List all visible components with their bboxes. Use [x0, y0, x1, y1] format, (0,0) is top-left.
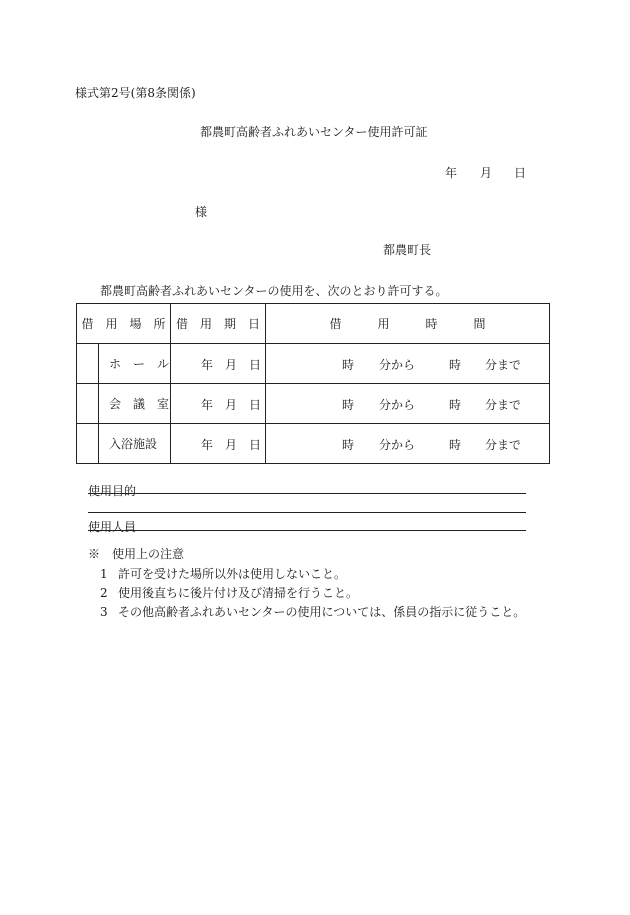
time-cell[interactable]	[266, 424, 550, 464]
date-month-label: 月	[480, 166, 493, 180]
time-cell[interactable]	[266, 344, 550, 384]
to-minute-label: 分まで	[485, 358, 522, 372]
note-number: 1	[100, 567, 108, 581]
note-item	[100, 603, 525, 620]
from-minute-label: 分から	[379, 398, 416, 412]
usage-table	[76, 303, 550, 464]
note-text: 使用後直ちに後片付け及び清掃を行うこと。	[118, 586, 359, 600]
to-minute-label: 分まで	[485, 438, 522, 452]
permission-statement: 都農町高齢者ふれあいセンターの使用を、次のとおり許可する。	[100, 284, 448, 298]
purpose-field-line[interactable]	[88, 493, 526, 494]
date-cell[interactable]	[171, 344, 266, 384]
place-name: 会 議 室	[99, 384, 171, 424]
note-item	[100, 565, 346, 582]
month-label: 月	[225, 398, 238, 412]
place-name: ホ ー ル	[99, 344, 171, 384]
header-place: 借 用 場 所	[77, 304, 171, 344]
table-header-row	[77, 304, 550, 344]
month-label: 月	[225, 438, 238, 452]
year-label: 年	[201, 358, 214, 372]
month-label: 月	[225, 358, 238, 372]
from-minute-label: 分から	[379, 358, 416, 372]
header-period: 借 用 期 日	[171, 304, 266, 344]
date-cell[interactable]	[171, 424, 266, 464]
day-label: 日	[249, 438, 262, 452]
time-cell[interactable]	[266, 384, 550, 424]
to-hour-label: 時	[449, 358, 462, 372]
day-label: 日	[249, 398, 262, 412]
from-hour-label: 時	[342, 398, 355, 412]
note-number: 2	[100, 586, 108, 600]
persons-field-line[interactable]	[88, 530, 526, 531]
table-row	[77, 424, 550, 464]
purpose-label: 使用目的	[88, 484, 137, 498]
persons-label: 使用人員	[88, 520, 137, 534]
purpose-continuation-line[interactable]	[88, 512, 526, 513]
year-label: 年	[201, 438, 214, 452]
date-cell[interactable]	[171, 384, 266, 424]
from-hour-label: 時	[342, 358, 355, 372]
note-number: 3	[100, 605, 108, 619]
to-minute-label: 分まで	[485, 398, 522, 412]
table-row	[77, 344, 550, 384]
header-time: 借 用 時 間	[266, 304, 550, 344]
from-hour-label: 時	[342, 438, 355, 452]
day-label: 日	[249, 358, 262, 372]
document-title: 都農町高齢者ふれあいセンター使用許可証	[200, 125, 428, 139]
to-hour-label: 時	[449, 438, 462, 452]
issuer-name: 都農町長	[383, 243, 432, 257]
note-text: その他高齢者ふれあいセンターの使用については、係員の指示に従うこと。	[118, 605, 526, 619]
checkbox-cell[interactable]	[77, 424, 99, 464]
date-year-label: 年	[445, 166, 458, 180]
checkbox-cell[interactable]	[77, 384, 99, 424]
note-text: 許可を受けた場所以外は使用しないこと。	[118, 567, 347, 581]
checkbox-cell[interactable]	[77, 344, 99, 384]
year-label: 年	[201, 398, 214, 412]
date-day-label: 日	[514, 166, 527, 180]
note-item	[100, 584, 358, 601]
place-name: 入浴施設	[99, 424, 171, 464]
recipient-suffix: 様	[195, 205, 208, 219]
notes-heading: ※ 使用上の注意	[88, 547, 185, 561]
to-hour-label: 時	[449, 398, 462, 412]
from-minute-label: 分から	[379, 438, 416, 452]
form-number: 様式第2号(第8条関係)	[75, 86, 196, 100]
table-row	[77, 384, 550, 424]
